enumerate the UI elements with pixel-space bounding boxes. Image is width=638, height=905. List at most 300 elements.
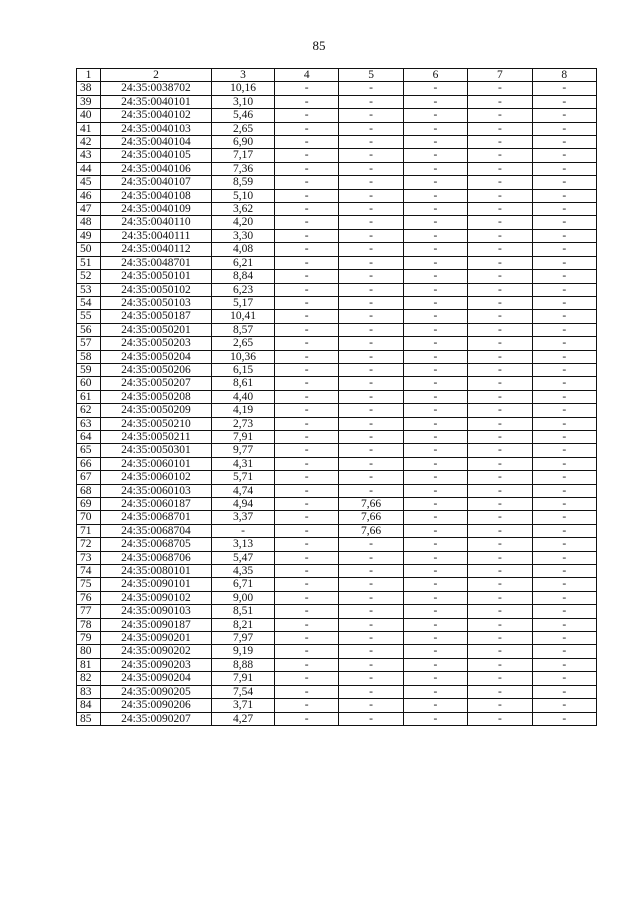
table-row: [77, 310, 597, 323]
table-cell: 24:35:0050211: [101, 430, 212, 443]
table-cell: -: [532, 591, 596, 604]
table-cell: -: [532, 444, 596, 457]
table-row: [77, 672, 597, 685]
table-cell: 59: [77, 363, 101, 376]
table-cell: 4,40: [212, 390, 275, 403]
table-cell: -: [275, 565, 339, 578]
table-cell: -: [275, 511, 339, 524]
table-cell: -: [339, 551, 403, 564]
table-cell: 7,91: [212, 672, 275, 685]
table-cell: -: [532, 712, 596, 725]
table-cell: -: [339, 404, 403, 417]
table-row: [77, 524, 597, 537]
table-cell: 82: [77, 672, 101, 685]
table-cell: 6,21: [212, 256, 275, 269]
table-cell: -: [403, 551, 467, 564]
table-cell: -: [403, 350, 467, 363]
table-cell: 4,35: [212, 565, 275, 578]
table-cell: -: [275, 229, 339, 242]
table-cell: -: [339, 699, 403, 712]
table-cell: -: [339, 243, 403, 256]
table-cell: -: [275, 578, 339, 591]
table-cell: -: [468, 283, 532, 296]
table-cell: -: [468, 95, 532, 108]
table-cell: -: [403, 672, 467, 685]
table-cell: -: [339, 82, 403, 95]
table-cell: -: [275, 95, 339, 108]
table-cell: -: [339, 591, 403, 604]
table-cell: -: [339, 565, 403, 578]
table-row: [77, 296, 597, 309]
table-cell: -: [468, 270, 532, 283]
table-row: [77, 149, 597, 162]
table-cell: 56: [77, 323, 101, 336]
table-cell: -: [275, 310, 339, 323]
table-cell: 6,71: [212, 578, 275, 591]
table-cell: -: [532, 203, 596, 216]
table-cell: -: [339, 645, 403, 658]
table-cell: -: [468, 645, 532, 658]
table-cell: 65: [77, 444, 101, 457]
table-cell: -: [275, 216, 339, 229]
table-cell: -: [275, 645, 339, 658]
table-cell: -: [468, 243, 532, 256]
table-row: [77, 337, 597, 350]
table-row: [77, 498, 597, 511]
table-cell: -: [532, 95, 596, 108]
table-cell: -: [339, 658, 403, 671]
table-cell: -: [532, 216, 596, 229]
table-cell: 84: [77, 699, 101, 712]
table-cell: -: [403, 122, 467, 135]
table-cell: -: [403, 444, 467, 457]
table-cell: -: [403, 109, 467, 122]
table-cell: 24:35:0050206: [101, 363, 212, 376]
table-cell: -: [339, 471, 403, 484]
table-cell: 24:35:0040107: [101, 176, 212, 189]
table-cell: -: [403, 310, 467, 323]
table-cell: 4,27: [212, 712, 275, 725]
header-cell: 3: [212, 69, 275, 82]
table-cell: -: [403, 484, 467, 497]
table-row: [77, 216, 597, 229]
table-cell: -: [532, 457, 596, 470]
table-cell: -: [275, 484, 339, 497]
table-cell: 42: [77, 136, 101, 149]
table-cell: 8,84: [212, 270, 275, 283]
table-cell: -: [468, 417, 532, 430]
table-cell: -: [468, 538, 532, 551]
table-cell: 4,74: [212, 484, 275, 497]
table-cell: 5,10: [212, 189, 275, 202]
table-cell: 3,71: [212, 699, 275, 712]
table-cell: -: [468, 310, 532, 323]
table-cell: -: [532, 109, 596, 122]
table-cell: -: [532, 645, 596, 658]
table-cell: -: [468, 404, 532, 417]
table-row: [77, 618, 597, 631]
table-cell: -: [468, 109, 532, 122]
table-cell: 24:35:0040110: [101, 216, 212, 229]
table-cell: -: [532, 618, 596, 631]
table-cell: -: [468, 712, 532, 725]
table-cell: -: [468, 377, 532, 390]
table-cell: 45: [77, 176, 101, 189]
table-cell: 46: [77, 189, 101, 202]
table-cell: -: [532, 632, 596, 645]
table-cell: 24:35:0040104: [101, 136, 212, 149]
table-cell: 5,71: [212, 471, 275, 484]
table-cell: 78: [77, 618, 101, 631]
table-cell: -: [339, 323, 403, 336]
table-cell: -: [275, 176, 339, 189]
table-cell: -: [403, 471, 467, 484]
table-cell: -: [532, 256, 596, 269]
table-cell: -: [275, 256, 339, 269]
table-cell: -: [468, 672, 532, 685]
table-cell: -: [532, 538, 596, 551]
table-cell: -: [275, 699, 339, 712]
table-cell: -: [468, 216, 532, 229]
table-cell: 41: [77, 122, 101, 135]
table-cell: 4,19: [212, 404, 275, 417]
table-cell: 3,62: [212, 203, 275, 216]
table-cell: 3,30: [212, 229, 275, 242]
table-cell: -: [275, 551, 339, 564]
table-cell: -: [403, 377, 467, 390]
table-cell: -: [468, 390, 532, 403]
table-cell: 24:35:0060187: [101, 498, 212, 511]
table-cell: -: [532, 243, 596, 256]
table-cell: 5,46: [212, 109, 275, 122]
table-cell: 83: [77, 685, 101, 698]
table-cell: -: [403, 632, 467, 645]
table-row: [77, 471, 597, 484]
table-cell: -: [339, 203, 403, 216]
table-cell: 24:35:0050210: [101, 417, 212, 430]
table-row: [77, 256, 597, 269]
table-cell: -: [532, 363, 596, 376]
table-cell: 69: [77, 498, 101, 511]
table-cell: -: [468, 149, 532, 162]
table-cell: -: [275, 390, 339, 403]
table-cell: -: [403, 658, 467, 671]
table-cell: -: [339, 162, 403, 175]
table-cell: -: [403, 136, 467, 149]
table-cell: 85: [77, 712, 101, 725]
table-cell: -: [468, 484, 532, 497]
table-cell: -: [532, 350, 596, 363]
table-cell: 24:35:0068706: [101, 551, 212, 564]
table-cell: -: [532, 377, 596, 390]
table-cell: -: [532, 551, 596, 564]
table-cell: -: [403, 176, 467, 189]
table-cell: -: [403, 283, 467, 296]
table-cell: -: [468, 229, 532, 242]
table-cell: -: [532, 658, 596, 671]
table-row: [77, 565, 597, 578]
table-cell: -: [275, 323, 339, 336]
table-cell: -: [275, 498, 339, 511]
table-cell: -: [468, 605, 532, 618]
table-cell: -: [532, 176, 596, 189]
table-cell: -: [403, 404, 467, 417]
page-number: 85: [312, 38, 326, 53]
table-row: [77, 95, 597, 108]
header-cell: 5: [339, 69, 403, 82]
table-cell: 24:35:0040105: [101, 149, 212, 162]
table-cell: -: [532, 162, 596, 175]
header-cell: 7: [468, 69, 532, 82]
table-cell: 24:35:0048701: [101, 256, 212, 269]
table-cell: 76: [77, 591, 101, 604]
table-cell: -: [403, 511, 467, 524]
table-row: [77, 417, 597, 430]
table-cell: -: [468, 524, 532, 537]
table-cell: -: [275, 149, 339, 162]
table-cell: 24:35:0040111: [101, 229, 212, 242]
table-cell: -: [403, 243, 467, 256]
table-cell: -: [532, 337, 596, 350]
table-cell: -: [275, 632, 339, 645]
table-cell: 24:35:0040109: [101, 203, 212, 216]
table-cell: -: [275, 162, 339, 175]
table-cell: 24:35:0090203: [101, 658, 212, 671]
table-cell: 4,20: [212, 216, 275, 229]
table-cell: 71: [77, 524, 101, 537]
table-cell: -: [532, 122, 596, 135]
table-cell: 24:35:0040101: [101, 95, 212, 108]
table-cell: -: [532, 310, 596, 323]
table-cell: -: [403, 390, 467, 403]
table-cell: -: [403, 685, 467, 698]
table-cell: 6,15: [212, 363, 275, 376]
table-cell: -: [532, 390, 596, 403]
table-cell: -: [403, 618, 467, 631]
table-cell: 72: [77, 538, 101, 551]
table-cell: -: [275, 430, 339, 443]
table-cell: 38: [77, 82, 101, 95]
table-cell: 7,66: [339, 524, 403, 537]
table-cell: -: [468, 658, 532, 671]
table-cell: 24:35:0090207: [101, 712, 212, 725]
table-cell: 24:35:0050187: [101, 310, 212, 323]
table-cell: 5,47: [212, 551, 275, 564]
table-cell: 79: [77, 632, 101, 645]
table-cell: 6,90: [212, 136, 275, 149]
table-cell: 4,94: [212, 498, 275, 511]
table-cell: 80: [77, 645, 101, 658]
table-row: [77, 203, 597, 216]
table-row: [77, 511, 597, 524]
table-cell: -: [339, 189, 403, 202]
table-row: [77, 685, 597, 698]
table-cell: -: [275, 337, 339, 350]
table-cell: 66: [77, 457, 101, 470]
table-cell: -: [403, 296, 467, 309]
table-cell: -: [532, 417, 596, 430]
table-cell: -: [275, 203, 339, 216]
table-cell: -: [403, 323, 467, 336]
table-cell: -: [339, 270, 403, 283]
table-row: [77, 578, 597, 591]
table-row: [77, 712, 597, 725]
header-cell: 6: [403, 69, 467, 82]
table-cell: 7,97: [212, 632, 275, 645]
table-cell: -: [468, 632, 532, 645]
table-cell: 39: [77, 95, 101, 108]
table-cell: -: [339, 390, 403, 403]
table-row: [77, 363, 597, 376]
table-cell: -: [532, 189, 596, 202]
table-cell: -: [468, 82, 532, 95]
table-cell: -: [275, 605, 339, 618]
table-cell: -: [532, 149, 596, 162]
table-row: [77, 189, 597, 202]
table-row: [77, 430, 597, 443]
table-cell: 24:35:0050203: [101, 337, 212, 350]
table-cell: -: [532, 524, 596, 537]
table-cell: -: [403, 712, 467, 725]
table-cell: 81: [77, 658, 101, 671]
table-cell: 24:35:0040102: [101, 109, 212, 122]
table-row: [77, 645, 597, 658]
table-cell: 10,16: [212, 82, 275, 95]
table-cell: -: [403, 189, 467, 202]
table-cell: 61: [77, 390, 101, 403]
table-row: [77, 605, 597, 618]
table-cell: 2,65: [212, 122, 275, 135]
table-cell: 24:35:0090206: [101, 699, 212, 712]
table-cell: -: [275, 283, 339, 296]
table-row: [77, 591, 597, 604]
table-header: [77, 69, 597, 82]
table-cell: 7,66: [339, 498, 403, 511]
table-cell: -: [275, 122, 339, 135]
table-row: [77, 243, 597, 256]
table-cell: -: [532, 323, 596, 336]
table-cell: 8,88: [212, 658, 275, 671]
table-cell: -: [403, 565, 467, 578]
table-cell: -: [532, 672, 596, 685]
table-cell: 58: [77, 350, 101, 363]
table-cell: -: [275, 363, 339, 376]
table-cell: 8,61: [212, 377, 275, 390]
table-cell: -: [275, 270, 339, 283]
table-cell: 64: [77, 430, 101, 443]
table-cell: -: [468, 203, 532, 216]
table-cell: -: [339, 176, 403, 189]
table-cell: 75: [77, 578, 101, 591]
table-cell: 7,66: [339, 511, 403, 524]
table-cell: 24:35:0050207: [101, 377, 212, 390]
table-cell: -: [339, 484, 403, 497]
table-cell: -: [339, 310, 403, 323]
table-cell: 24:35:0068701: [101, 511, 212, 524]
table-cell: -: [403, 229, 467, 242]
table-cell: -: [403, 82, 467, 95]
table-cell: 24:35:0080101: [101, 565, 212, 578]
table-cell: -: [339, 122, 403, 135]
table-cell: -: [468, 256, 532, 269]
table-cell: -: [339, 712, 403, 725]
table-cell: -: [403, 578, 467, 591]
table-cell: -: [275, 471, 339, 484]
table-cell: 49: [77, 229, 101, 242]
table-cell: 68: [77, 484, 101, 497]
table-cell: 7,91: [212, 430, 275, 443]
table-cell: -: [532, 296, 596, 309]
table-cell: 47: [77, 203, 101, 216]
table-body: [77, 82, 597, 726]
table-cell: 54: [77, 296, 101, 309]
table-cell: -: [275, 618, 339, 631]
table-cell: -: [339, 337, 403, 350]
table-cell: -: [468, 511, 532, 524]
table-cell: 24:35:0040103: [101, 122, 212, 135]
table-cell: -: [275, 136, 339, 149]
table-cell: 24:35:0050209: [101, 404, 212, 417]
table-cell: -: [403, 162, 467, 175]
table-cell: -: [468, 296, 532, 309]
table-cell: -: [468, 363, 532, 376]
table-cell: 8,21: [212, 618, 275, 631]
table-cell: -: [275, 538, 339, 551]
table-cell: -: [339, 149, 403, 162]
table-cell: -: [403, 363, 467, 376]
table-cell: -: [275, 444, 339, 457]
table-cell: 24:35:0050101: [101, 270, 212, 283]
table-cell: 57: [77, 337, 101, 350]
table-cell: -: [468, 578, 532, 591]
table-cell: -: [275, 524, 339, 537]
table-cell: 77: [77, 605, 101, 618]
table-row: [77, 136, 597, 149]
table-cell: -: [275, 672, 339, 685]
table-cell: 63: [77, 417, 101, 430]
table-cell: -: [339, 229, 403, 242]
table-cell: -: [212, 524, 275, 537]
table-row: [77, 82, 597, 95]
table-cell: -: [339, 578, 403, 591]
table-cell: 24:35:0060102: [101, 471, 212, 484]
table-cell: 3,13: [212, 538, 275, 551]
table-cell: -: [468, 337, 532, 350]
table-cell: 10,36: [212, 350, 275, 363]
table-cell: -: [468, 565, 532, 578]
table-cell: 24:35:0068705: [101, 538, 212, 551]
table-cell: -: [403, 417, 467, 430]
table-cell: 60: [77, 377, 101, 390]
table-cell: -: [468, 498, 532, 511]
table-cell: 7,54: [212, 685, 275, 698]
table-row: [77, 404, 597, 417]
table-cell: -: [532, 82, 596, 95]
table-cell: -: [275, 189, 339, 202]
table-cell: -: [403, 498, 467, 511]
table-row: [77, 484, 597, 497]
header-cell: 2: [101, 69, 212, 82]
table-cell: 74: [77, 565, 101, 578]
table-cell: -: [403, 430, 467, 443]
table-cell: -: [275, 82, 339, 95]
table-cell: -: [468, 162, 532, 175]
table-row: [77, 457, 597, 470]
table-cell: -: [339, 672, 403, 685]
table-cell: 43: [77, 149, 101, 162]
table-cell: -: [339, 605, 403, 618]
table-cell: -: [339, 216, 403, 229]
